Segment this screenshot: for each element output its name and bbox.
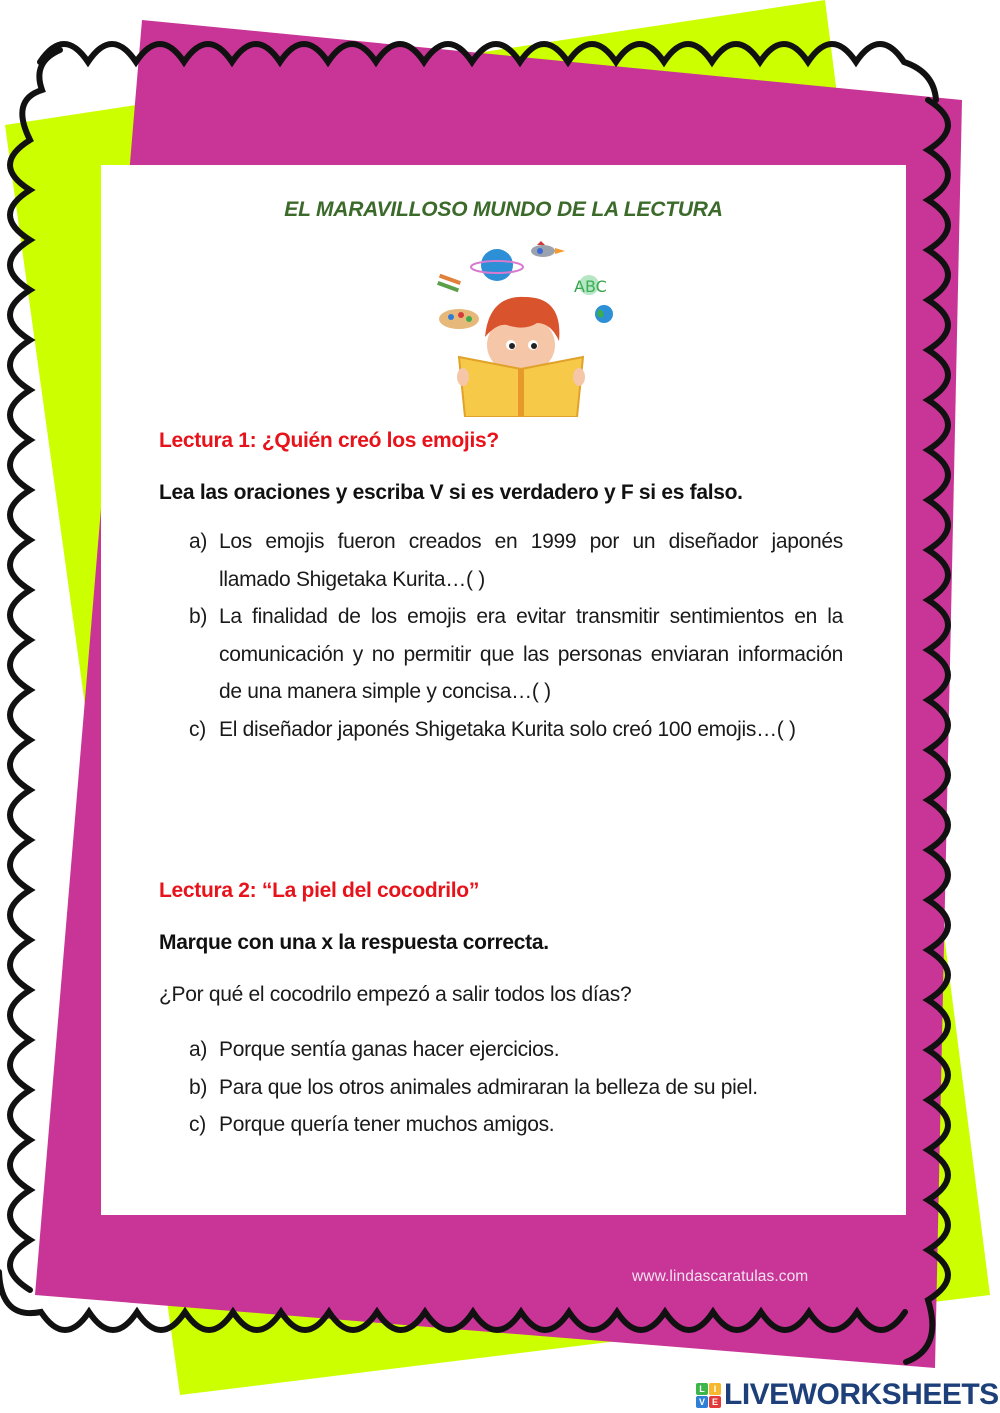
statement-marker: c) (189, 717, 206, 741)
statement-text[interactable]: El diseñador japonés Shigetaka Kurita solo creó 100 emojis…( ) (219, 717, 796, 741)
statement-marker: b) (189, 605, 208, 628)
option-c[interactable] (189, 1106, 843, 1144)
reading1-instruction: Lea las oraciones y escriba V si es verdadero y F si es falso. (159, 481, 743, 504)
statement-marker: a) (189, 530, 208, 553)
option-marker: a) (189, 1038, 208, 1061)
option-marker: b) (189, 1075, 208, 1099)
reading1-statements (189, 523, 843, 748)
statement-a (189, 523, 843, 598)
reading2-options (189, 1031, 843, 1144)
option-text: Porque sentía ganas hacer ejercicios. (219, 1038, 560, 1061)
reading2-heading: Lectura 2: “La piel del cocodrilo” (159, 879, 480, 902)
statement-c (189, 711, 843, 749)
reading1-heading: Lectura 1: ¿Quién creó los emojis? (159, 429, 499, 452)
worksheet-title: EL MARAVILLOSO MUNDO DE LA LECTURA (284, 198, 723, 221)
watermark-text: LIVEWORKSHEETS (724, 1378, 999, 1411)
boy-reading-book-icon (419, 237, 619, 417)
option-marker: c) (189, 1113, 206, 1136)
worksheet-card (101, 165, 906, 1215)
option-b[interactable] (189, 1069, 843, 1107)
option-text: Porque quería tener muchos amigos. (219, 1113, 555, 1136)
site-url-footer: www.lindascaratulas.com (632, 1268, 809, 1285)
option-a[interactable] (189, 1031, 843, 1069)
reading2-instruction: Marque con una x la respuesta correcta. (159, 931, 549, 954)
statement-text[interactable]: Los emojis fueron creados en 1999 por un diseñador japonés llamado Shigetaka Kurita…( ) (219, 530, 843, 591)
option-text: Para que los otros animales admiraran la belleza de su piel. (219, 1075, 758, 1099)
liveworksheets-watermark (696, 1378, 999, 1412)
statement-b (189, 598, 843, 711)
liveworksheets-logo-icon: L I V E (696, 1383, 721, 1408)
reading2-question: ¿Por qué el cocodrilo empezó a salir todos los días? (159, 983, 632, 1006)
svg-text:ABC: ABC (574, 277, 607, 296)
statement-text[interactable]: La finalidad de los emojis era evitar transmitir sentimientos en la comunicación y no permitir que las personas enviaran información de una manera simple y concisa…( ) (219, 605, 843, 703)
